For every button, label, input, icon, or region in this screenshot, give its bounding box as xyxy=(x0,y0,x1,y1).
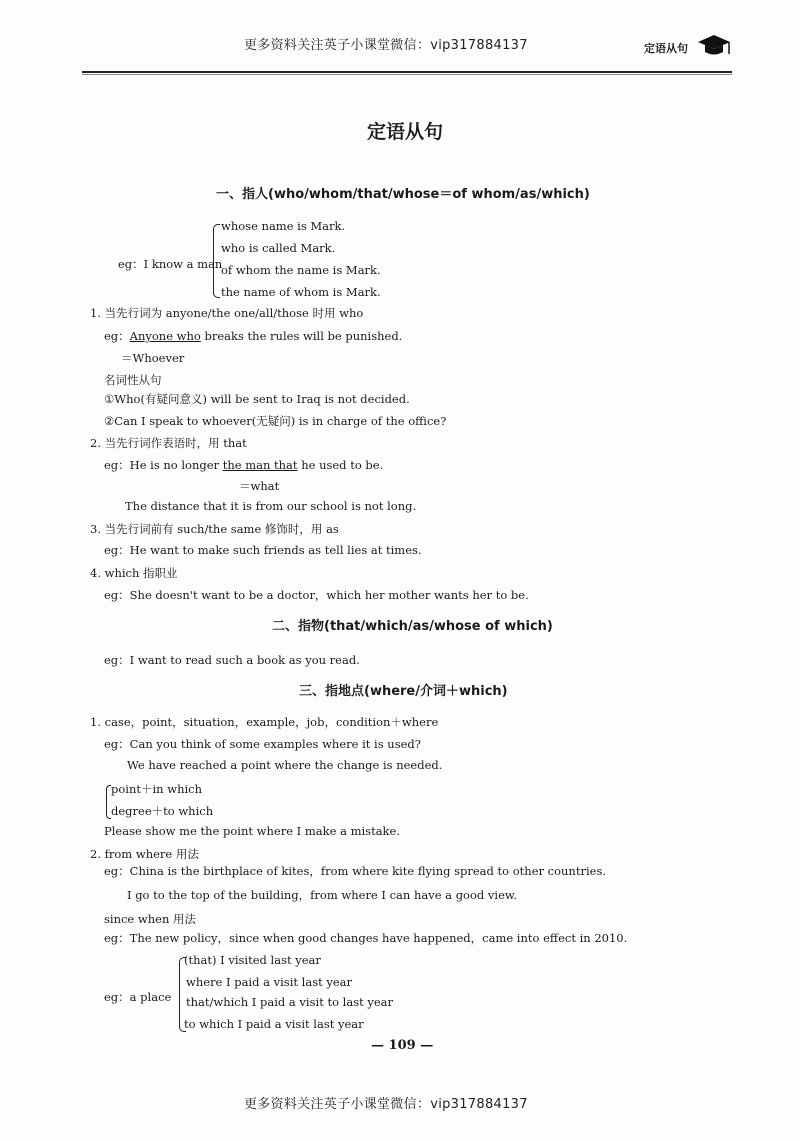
point-1-title: 1. 当先行词为 anyone/the one/all/those 时用 who xyxy=(90,306,364,320)
place-option-2: where I paid a visit last year xyxy=(186,975,353,989)
s3-point-1-line3: Please show me the point where I make a mistake. xyxy=(104,824,400,838)
page-number: — 109 — xyxy=(371,1038,434,1053)
place-option-4: to which I paid a visit last year xyxy=(184,1017,364,1031)
point-2-line2: The distance that it is from our school is not long. xyxy=(125,499,417,513)
since-when-example: eg：The new policy，since when good changes have happened，came into effect in 2010. xyxy=(104,931,628,945)
brace xyxy=(213,224,220,298)
point-2-title: 2. 当先行词作表语时，用 that xyxy=(90,436,247,450)
point-4-title: 4. which 指职业 xyxy=(90,566,178,580)
header-rule xyxy=(82,71,732,73)
s3-point-1-line2: We have reached a point where the change is needed. xyxy=(127,758,443,772)
section3-heading: 三、指地点(where/介词＋which) xyxy=(299,684,508,699)
eg-prefix: eg：I know a man xyxy=(118,257,223,271)
header-section-tag: 定语从句 xyxy=(644,42,688,55)
example-rest: breaks the rules will be punished. xyxy=(200,329,403,343)
s3-point-1-example: eg：Can you think of some examples where it is used? xyxy=(104,737,421,751)
s3-point-2-example: eg：China is the birthplace of kites，from where kite flying spread to other countries. xyxy=(104,864,607,878)
option-2: who is called Mark. xyxy=(221,241,336,255)
option-4: the name of whom is Mark. xyxy=(221,285,381,299)
section1-heading: 一、指人(who/whom/that/whose＝of whom/as/which) xyxy=(216,187,590,202)
point-2-example xyxy=(104,457,383,473)
point-3-example: eg：He want to make such friends as tell lies at times. xyxy=(104,543,422,557)
point-3-title: 3. 当先行词前有 such/the same 修饰时，用 as xyxy=(90,522,339,536)
option-3: of whom the name is Mark. xyxy=(221,263,381,277)
graduation-cap-icon xyxy=(696,32,732,58)
point-1-example xyxy=(104,328,402,344)
place-option-3: that/which I paid a visit to last year xyxy=(186,995,394,1009)
underlined-phrase: the man that xyxy=(222,458,298,472)
brace-item-1: point＋in which xyxy=(111,782,203,796)
page-title: 定语从句 xyxy=(367,121,444,143)
place-option-1: (that) I visited last year xyxy=(184,953,321,967)
header-rule-thin xyxy=(82,74,732,75)
noun-clause-1: ①Who(有疑问意义) will be sent to Iraq is not decided. xyxy=(104,392,410,406)
option-1: whose name is Mark. xyxy=(221,219,346,233)
section2-heading: 二、指物(that/which/as/whose of which) xyxy=(272,619,553,634)
s3-point-2-title: 2. from where 用法 xyxy=(90,847,199,861)
since-when-title: since when 用法 xyxy=(104,912,197,926)
s3-point-1-title: 1. case，point，situation，example，job，condition＋where xyxy=(90,715,439,729)
place-eg-prefix: eg：a place xyxy=(104,990,172,1004)
noun-clause-2: ②Can I speak to whoever(无疑问) is in charge of the office? xyxy=(104,414,447,428)
header-watermark: 更多资料关注英子小课堂微信：vip317884137 xyxy=(244,38,528,53)
underlined-phrase: Anyone who xyxy=(129,329,201,343)
equivalent-what: ＝what xyxy=(239,479,280,493)
brace-item-2: degree＋to which xyxy=(111,804,214,818)
eg-label: eg：He is no longer xyxy=(104,458,223,472)
section2-example: eg：I want to read such a book as you read. xyxy=(104,653,360,667)
equivalent-whoever: ＝Whoever xyxy=(121,351,185,365)
point-4-example: eg：She doesn't want to be a doctor，which her mother wants her to be. xyxy=(104,588,529,602)
footer-watermark: 更多资料关注英子小课堂微信：vip317884137 xyxy=(244,1097,528,1112)
s3-point-2-line2: I go to the top of the building，from where I can have a good view. xyxy=(127,888,518,902)
example-rest: he used to be. xyxy=(297,458,384,472)
eg-label: eg： xyxy=(104,329,130,343)
noun-clause-heading: 名词性从句 xyxy=(104,373,162,387)
